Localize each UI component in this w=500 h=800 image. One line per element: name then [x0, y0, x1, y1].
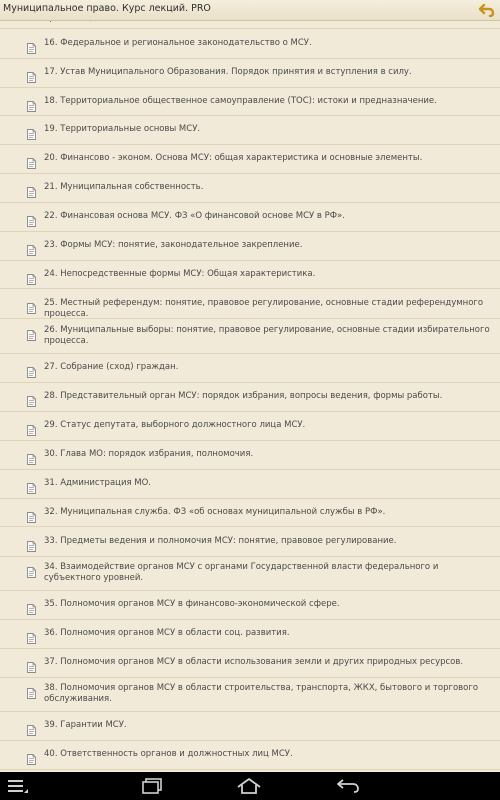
list-item[interactable] — [0, 469, 500, 499]
list-item[interactable] — [0, 115, 500, 145]
list-item[interactable] — [0, 231, 500, 261]
list-item[interactable] — [0, 288, 500, 319]
list-item-label: 31. Администрация МО. — [44, 478, 152, 488]
list-item[interactable] — [0, 648, 500, 678]
list-item[interactable] — [0, 58, 500, 88]
list-item-label: 30. Глава МО: порядок избрания, полномочия. — [44, 449, 254, 459]
system-nav-bar — [0, 772, 500, 800]
document-icon — [27, 479, 36, 490]
document-icon — [27, 39, 36, 50]
document-icon — [27, 537, 36, 548]
document-icon — [27, 270, 36, 281]
list-item-label: 33. Предметы ведения и полномочия МСУ: понятие, правовое регулирование. — [44, 536, 397, 546]
list-item-label: 24. Непосредственные формы МСУ: Общая характеристика. — [44, 269, 316, 279]
list-item[interactable] — [0, 619, 500, 649]
document-icon — [27, 299, 36, 310]
list-item[interactable] — [0, 526, 500, 557]
title-bar — [0, 0, 500, 21]
menu-icon[interactable] — [6, 776, 30, 796]
document-icon — [27, 750, 36, 761]
document-icon — [27, 241, 36, 252]
list-item-label: 38. Полномочия органов МСУ в области строительства, транспорта, ЖКХ, бытового и торгового обслуживания. — [44, 683, 479, 704]
list-item[interactable] — [0, 353, 500, 383]
list-item-label: 19. Территориальные основы МСУ. — [44, 124, 201, 134]
list-item-label: 16. Федеральное и региональное законодательство о МСУ. — [44, 38, 312, 48]
document-icon — [27, 212, 36, 223]
document-icon — [27, 658, 36, 669]
list-item[interactable] — [0, 260, 500, 289]
list-item[interactable] — [0, 590, 500, 620]
list-item[interactable] — [0, 411, 500, 441]
list-item-label: 21. Муниципальная собственность. — [44, 182, 204, 192]
list-item[interactable] — [0, 382, 500, 412]
list-item[interactable] — [0, 740, 500, 770]
back-icon[interactable] — [334, 776, 364, 796]
list-item-label: 36. Полномочия органов МСУ в области соц. развития. — [44, 628, 290, 638]
list-item[interactable] — [0, 318, 500, 354]
list-item[interactable] — [0, 144, 500, 174]
document-icon — [27, 629, 36, 640]
list-item-label: 23. Формы МСУ: понятие, законодательное закрепление. — [44, 240, 303, 250]
list-item-label: 35. Полномочия органов МСУ в финансово-экономической сфере. — [44, 599, 340, 609]
app-title: Муниципальное право. Курс лекций. PRO — [3, 3, 211, 14]
document-icon — [27, 68, 36, 79]
list-item-label: 39. Гарантии МСУ. — [44, 720, 127, 730]
list-item[interactable] — [0, 556, 500, 591]
document-icon — [27, 326, 36, 337]
document-icon — [27, 450, 36, 461]
back-arrow-icon[interactable] — [478, 2, 496, 18]
document-icon — [27, 97, 36, 108]
list-item-label: 20. Финансово - эконом. Основа МСУ: общая характеристика и основные элементы. — [44, 153, 423, 163]
list-item[interactable] — [0, 498, 500, 527]
document-icon — [27, 183, 36, 194]
document-icon — [27, 421, 36, 432]
document-icon — [27, 154, 36, 165]
document-icon — [27, 508, 36, 519]
document-icon — [27, 600, 36, 611]
list-item-label: 17. Устав Муниципального Образования. Порядок принятия и вступления в силу. — [44, 67, 412, 77]
list-item[interactable] — [0, 440, 500, 470]
list-item[interactable] — [0, 677, 500, 712]
recent-apps-icon[interactable] — [140, 776, 168, 796]
document-icon — [27, 563, 36, 574]
document-icon — [27, 392, 36, 403]
document-icon — [27, 363, 36, 374]
list-item-label: 32. Муниципальная служба. ФЗ «об основах муниципальной службы в РФ». — [44, 507, 386, 517]
list-item-label: 29. Статус депутата, выборного должностного лица МСУ. — [44, 420, 306, 430]
list-item-label: 25. Местный референдум: понятие, правовое регулирование, основные стадии референдумного процесса. — [44, 298, 484, 319]
document-icon — [27, 684, 36, 695]
list-item[interactable] — [0, 173, 500, 203]
list-item-label: 22. Финансовая основа МСУ. ФЗ «О финансовой основе МСУ в РФ». — [44, 211, 345, 221]
list-item-label: 34. Взаимодействие органов МСУ с органами Государственной власти федерального и субъектного уровней. — [44, 562, 439, 583]
list-item[interactable] — [0, 202, 500, 232]
list-item-label: 40. Ответственность органов и должностных лиц МСУ. — [44, 749, 293, 759]
list-item-label: 37. Полномочия органов МСУ в области использования земли и других природных ресурсов. — [44, 657, 464, 667]
list-item[interactable] — [0, 29, 500, 59]
list-item[interactable] — [0, 711, 500, 741]
home-icon[interactable] — [234, 776, 264, 796]
list-item[interactable] — [0, 87, 500, 116]
list-item-label: 26. Муниципальные выборы: понятие, правовое регулирование, основные стадии избирательного процесса. — [44, 325, 490, 346]
list-item-label: 28. Представительный орган МСУ: порядок избрания, вопросы ведения, формы работы. — [44, 391, 443, 401]
document-icon — [27, 721, 36, 732]
document-icon — [27, 125, 36, 136]
list-item-label: 27. Собрание (сход) граждан. — [44, 362, 179, 372]
list-item-label: 18. Территориальное общественное самоуправление (ТОС): истоки и предназначение. — [44, 96, 437, 106]
